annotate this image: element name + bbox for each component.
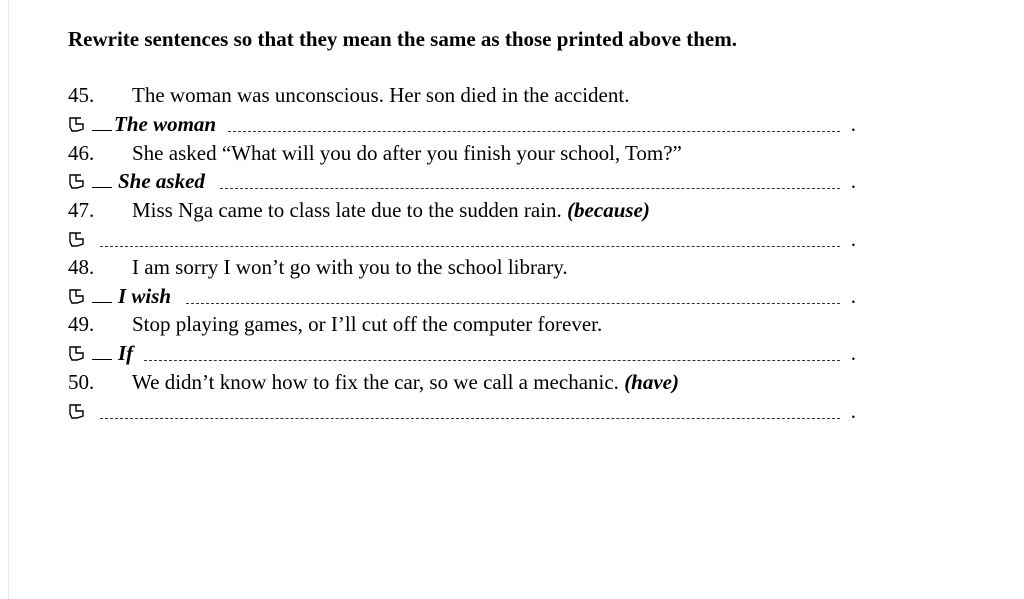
question-50 [68, 369, 679, 395]
question-number: 50. [68, 370, 95, 394]
question-sentence: We didn’t know how to fix the car, so we call a mechanic. [132, 370, 619, 394]
answer-end-period: . [850, 169, 856, 193]
question-sentence: The woman was unconscious. Her son died in the accident. [132, 83, 630, 107]
answer-starter: She asked [118, 169, 205, 193]
hand-pointing-icon [68, 344, 86, 362]
hand-pointing-icon [68, 402, 86, 420]
answer-blank[interactable] [186, 303, 840, 304]
question-sentence: Stop playing games, or I’ll cut off the computer forever. [132, 312, 603, 336]
question-hint: (because) [567, 198, 650, 222]
answer-end-period: . [850, 227, 856, 251]
answer-starter: The woman [114, 112, 217, 136]
question-49 [68, 311, 602, 337]
question-number: 49. [68, 312, 95, 336]
answer-blank[interactable] [100, 418, 840, 419]
question-number: 48. [68, 255, 95, 279]
answer-line-47[interactable] [68, 226, 868, 252]
question-sentence: I am sorry I won’t go with you to the school library. [132, 255, 568, 279]
hand-pointing-icon [68, 172, 86, 190]
answer-blank[interactable] [100, 246, 840, 247]
question-45 [68, 82, 629, 108]
question-sentence: Miss Nga came to class late due to the sudden rain. [132, 198, 562, 222]
question-47 [68, 197, 650, 223]
lead-underline [92, 302, 112, 303]
answer-blank[interactable] [220, 188, 840, 189]
worksheet-page [8, 0, 1024, 599]
answer-blank[interactable] [144, 360, 840, 361]
answer-starter: I wish [118, 284, 172, 308]
hand-pointing-icon [68, 230, 86, 248]
lead-underline [92, 130, 112, 131]
question-46 [68, 140, 682, 166]
question-48 [68, 254, 568, 280]
question-sentence: She asked “What will you do after you finish your school, Tom?” [132, 141, 682, 165]
answer-end-period: . [850, 284, 856, 308]
question-number: 45. [68, 83, 95, 107]
answer-line-48[interactable] [68, 283, 868, 309]
question-number: 46. [68, 141, 95, 165]
answer-line-49[interactable] [68, 340, 868, 366]
answer-blank[interactable] [228, 131, 840, 132]
answer-starter: If [118, 341, 134, 365]
answer-line-50[interactable] [68, 398, 868, 424]
answer-line-45[interactable] [68, 111, 868, 137]
lead-underline [92, 359, 112, 360]
question-hint: (have) [624, 370, 679, 394]
hand-pointing-icon [68, 115, 86, 133]
answer-end-period: . [850, 112, 856, 136]
instruction-heading: Rewrite sentences so that they mean the same as those printed above them. [68, 27, 737, 51]
answer-end-period: . [850, 341, 856, 365]
answer-line-46[interactable] [68, 168, 868, 194]
answer-end-period: . [850, 399, 856, 423]
lead-underline [92, 187, 112, 188]
hand-pointing-icon [68, 287, 86, 305]
question-number: 47. [68, 198, 95, 222]
